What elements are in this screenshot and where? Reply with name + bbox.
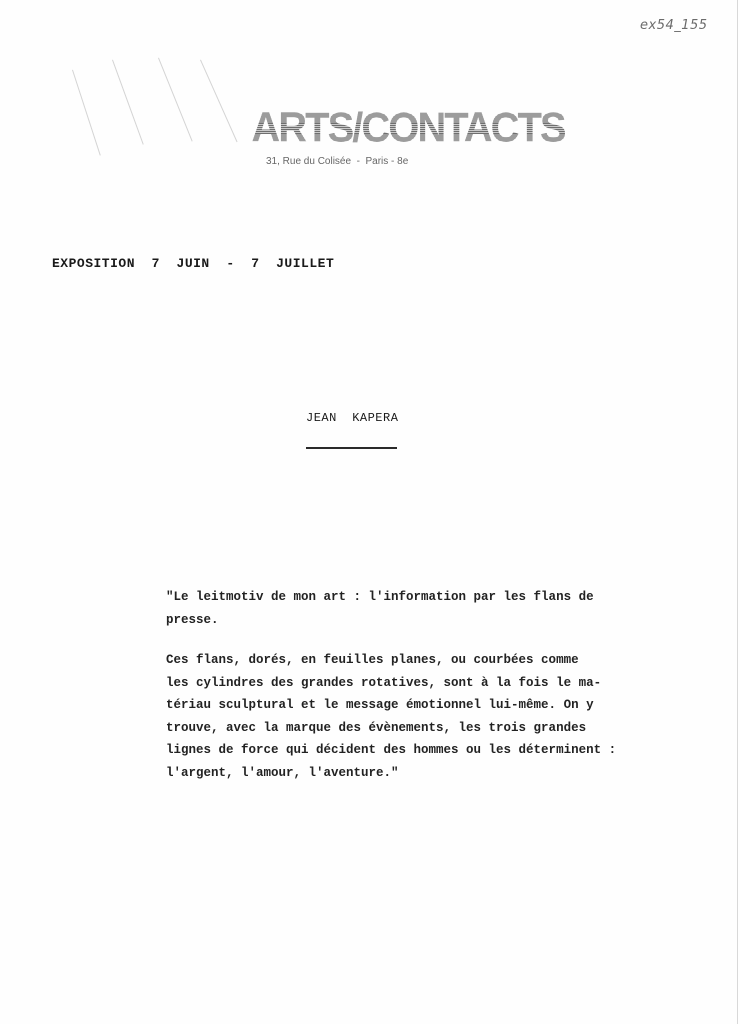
quote-line: lignes de force qui décident des hommes ou les déterminent : [166, 743, 617, 757]
quote-line: l'argent, l'amour, l'aventure." [166, 765, 399, 780]
artist-quote [166, 586, 626, 784]
exposition-dates: EXPOSITION 7 JUIN - 7 JUILLET [52, 256, 335, 271]
paragraph-gap [166, 631, 626, 649]
artist-underline [306, 447, 397, 449]
letterhead-address: 31, Rue du Colisée - Paris - 8e [266, 156, 409, 167]
quote-line: Ces flans, dorés, en feuilles planes, ou courbées comme [166, 653, 579, 667]
letterhead-logo [251, 104, 565, 152]
artist-name: JEAN KAPERA [306, 411, 399, 425]
handwritten-reference: ex54_155 [640, 18, 708, 33]
quote-line: les cylindres des grandes rotatives, sont à la fois le ma- [166, 675, 602, 690]
quote-line: presse. [166, 612, 219, 627]
paper-crease [158, 58, 193, 142]
logo-text: ARTS/CONTACTS [251, 104, 565, 152]
page-edge [737, 0, 738, 1024]
paper-crease [72, 70, 101, 156]
paper-crease [200, 60, 238, 143]
letterhead-footer [88, 1015, 688, 1024]
quote-line: "Le leitmotiv de mon art : l'information par les flans de [166, 590, 594, 604]
quote-line: tériau sculptural et le message émotionnel lui-même. On y [166, 698, 594, 712]
quote-line: trouve, avec la marque des évènements, les trois grandes [166, 720, 587, 735]
paper-crease [112, 60, 144, 145]
